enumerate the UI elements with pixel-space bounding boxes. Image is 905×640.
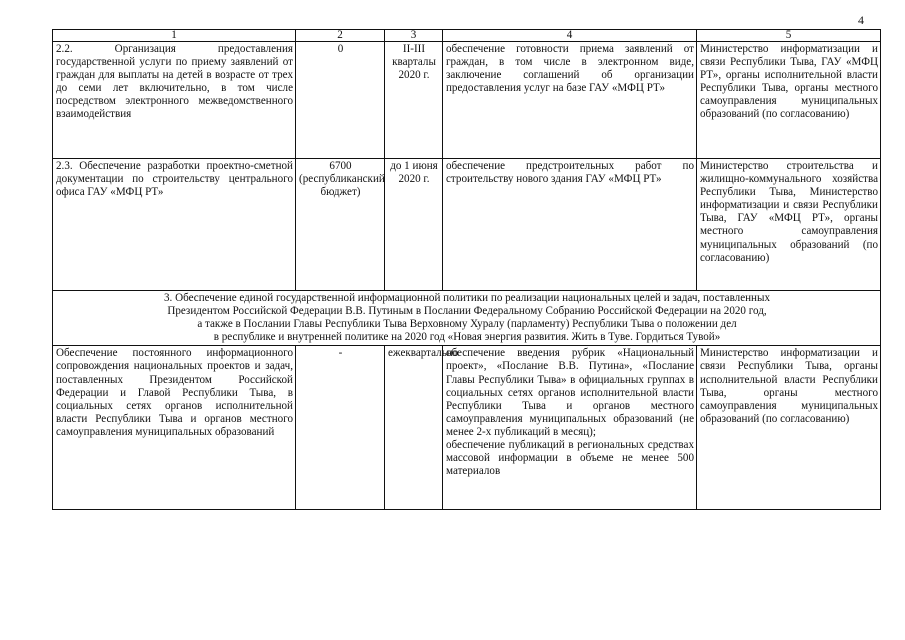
column-number-row bbox=[53, 30, 881, 42]
column-number: 4 bbox=[443, 30, 697, 42]
activity-cell: 2.3. Обеспечение разработки проектно-сметной документации по строительству центрального офиса ГАУ «МФЦ РТ» bbox=[53, 159, 296, 291]
column-number: 3 bbox=[385, 30, 443, 42]
responsible-cell: Министерство информатизации и связи Республики Тыва, ГАУ «МФЦ РТ», органы исполнительной власти Республики Тыва, органы местного самоуправления муниципальных образований (по согласованию) bbox=[697, 42, 881, 159]
deadline-cell: до 1 июня 2020 г. bbox=[385, 159, 443, 291]
table-row bbox=[53, 346, 881, 510]
activity-cell: Обеспечение постоянного информационного сопровождения национальных проектов и задач, поставленных Президентом Российской Федерации и Главой Республики Тыва, в социальных сетях органов исполнительной власти Республики Тыва и органов местного самоуправления муниципальных образований bbox=[53, 346, 296, 510]
page-number: 4 bbox=[858, 13, 864, 27]
table-row bbox=[53, 159, 881, 291]
section-heading-line: Президентом Российской Федерации В.В. Путиным в Послании Федеральному Собранию Российской Федерации на 2020 год, bbox=[167, 305, 767, 318]
column-number: 2 bbox=[296, 30, 385, 42]
deadline-cell: II-III кварталы 2020 г. bbox=[385, 42, 443, 159]
column-number: 1 bbox=[53, 30, 296, 42]
funding-cell: - bbox=[296, 346, 385, 510]
result-text: обеспечение введения рубрик «Национальный проект», «Послание В.В. Путина», «Послание Главы Республики Тыва» в официальных группах в социальных сетях органов исполнительной власти Республики Тыва и органов местного самоуправления муниципальных образований (не менее 2-х публикаций в месяц); bbox=[446, 347, 694, 438]
section-heading-line: в республике и внутренней политике на 2020 год «Новая энергия развития. Жить в Туве. Гордиться Тувой» bbox=[213, 331, 721, 344]
plan-table bbox=[52, 29, 881, 510]
result-text: обеспечение публикаций в региональных средствах массовой информации в объеме не менее 500 материалов bbox=[446, 439, 694, 478]
section-heading-row bbox=[53, 291, 881, 346]
section-heading bbox=[53, 291, 881, 346]
table-row bbox=[53, 42, 881, 159]
responsible-cell: Министерство информатизации и связи Республики Тыва, органы исполнительной власти Республики Тыва, органы местного самоуправления муниципальных образований (по согласованию) bbox=[697, 346, 881, 510]
section-heading-line: 3. Обеспечение единой государственной информационной политики по реализации национальных целей и задач, поставленных bbox=[164, 292, 770, 304]
responsible-cell: Министерство строительства и жилищно-коммунального хозяйства Республики Тыва, Министерство информатизации и связи Республики Тыва, ГАУ «МФЦ РТ», органы местного самоуправления муниципальных образований (по согласованию) bbox=[697, 159, 881, 291]
result-cell bbox=[443, 346, 697, 510]
activity-cell: 2.2. Организация предоставления государственной услуги по приему заявлений от граждан для выплаты на детей в возрасте от трех до семи лет включительно, в том числе посредством электронного межведомственного взаимодействия bbox=[53, 42, 296, 159]
result-cell: обеспечение предстроительных работ по строительству нового здания ГАУ «МФЦ РТ» bbox=[443, 159, 697, 291]
section-heading-line: а также в Послании Главы Республики Тыва Верховному Хуралу (парламенту) Республики Тыва о положении дел bbox=[197, 318, 737, 331]
result-cell: обеспечение готовности приема заявлений от граждан, в том числе в электронном виде, заключение соглашений об организации предоставления услуг на базе ГАУ «МФЦ РТ» bbox=[443, 42, 697, 159]
funding-cell: 0 bbox=[296, 42, 385, 159]
deadline-cell: ежеквартально bbox=[385, 346, 443, 510]
column-number: 5 bbox=[697, 30, 881, 42]
funding-cell: 6700 (республиканский бюджет) bbox=[296, 159, 385, 291]
